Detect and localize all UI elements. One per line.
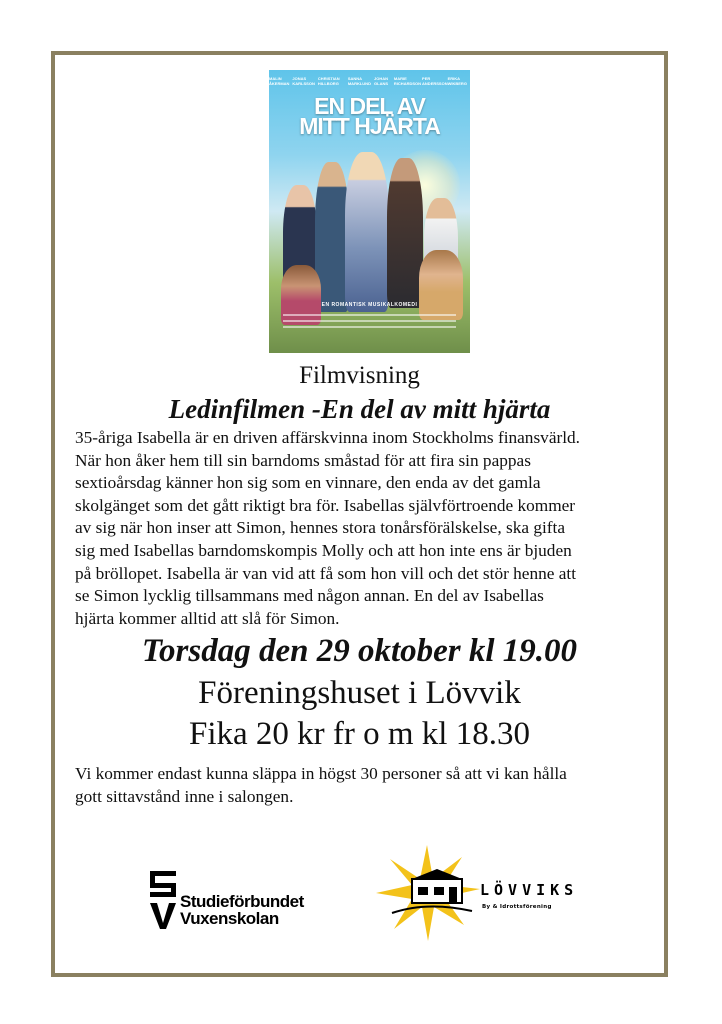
movie-poster bbox=[269, 70, 470, 353]
film-title: Ledinfilmen -En del av mitt hjärta bbox=[168, 394, 551, 424]
poster-credit: MALIN ÅKERMAN bbox=[269, 76, 290, 86]
poster-credit: CHRISTIAN HILLBORG bbox=[317, 76, 340, 86]
poster-credits bbox=[269, 76, 470, 86]
poster-title bbox=[269, 93, 470, 139]
poster-credit: ERIKA WIKBERG bbox=[447, 76, 467, 86]
poster-person bbox=[387, 158, 423, 308]
poster-credit: SANNA MARKLUND bbox=[347, 76, 371, 86]
description-line: se Simon lycklig tillsammans med någon annan. En del av Isabellas bbox=[75, 586, 544, 606]
lovvik-club-name: LÖVVIKS bbox=[480, 881, 579, 899]
poster-person bbox=[345, 152, 389, 312]
poster-title-line: EN DEL AV bbox=[314, 93, 425, 119]
poster-title-line: MITT HJÄRTA bbox=[299, 113, 440, 139]
poster-billing-block bbox=[283, 314, 456, 316]
poster-billing-block bbox=[283, 320, 456, 322]
description-line: 35-åriga Isabella är en driven affärskvinna inom Stockholms finansvärld. bbox=[75, 428, 581, 447]
lovvik-sun-logo-icon bbox=[372, 843, 482, 943]
description-line: sig med Isabellas barndomskompis Molly och att hon inte ens är bjuden bbox=[75, 540, 572, 560]
description-line: När hon åker hem till sin barndoms småstad för att fira sin pappas bbox=[75, 450, 531, 470]
description-line: hjärta kommer alltid att slå för Simon. bbox=[75, 608, 340, 628]
notice-line: gott sittavstånd inne i salongen. bbox=[75, 786, 294, 806]
description-line: sextioårsdag känner hon sig som en vinnare, den enda av det gamla bbox=[75, 473, 541, 493]
event-fika: Fika 20 kr fr o m kl 18.30 bbox=[189, 716, 530, 752]
description-line: på bröllopet. Isabella är van vid att få som hon vill och det stör henne att bbox=[75, 563, 577, 583]
notice-line: Vi kommer endast kunna släppa in högst 30 personer så att vi kan hålla bbox=[75, 764, 567, 783]
film-description bbox=[75, 427, 655, 630]
event-label: Filmvisning bbox=[299, 362, 420, 389]
vuxenskolan-line: Studieförbundet bbox=[180, 892, 304, 911]
poster-credit: MARIE RICHARDSON bbox=[393, 76, 422, 86]
lovvik-club-subtitle: By & Idrottsförening bbox=[482, 904, 552, 910]
poster-person bbox=[419, 250, 463, 320]
vuxenskolan-line: Vuxenskolan bbox=[180, 909, 279, 928]
poster-person bbox=[281, 265, 321, 325]
event-venue: Föreningshuset i Lövvik bbox=[198, 675, 521, 711]
poster-credit: PER ANDERSSON bbox=[422, 76, 448, 86]
event-date-time: Torsdag den 29 oktober kl 19.00 bbox=[141, 633, 578, 669]
poster-billing-block bbox=[283, 326, 456, 328]
capacity-notice bbox=[75, 763, 665, 808]
poster-tagline: EN ROMANTISK MUSIKALKOMEDI bbox=[321, 302, 418, 308]
description-line: av sig när hon inser att Simon, hennes stora tonårsförälskelse, ska gifta bbox=[75, 518, 566, 538]
vuxenskolan-name bbox=[180, 893, 304, 927]
poster-credit: JOHAN GLANS bbox=[374, 76, 389, 86]
description-line: skolgänget som det gått riktigt bra för. Isabellas självförtroende kommer bbox=[75, 495, 576, 515]
poster-credit: JONAS KARLSSON bbox=[292, 76, 315, 86]
